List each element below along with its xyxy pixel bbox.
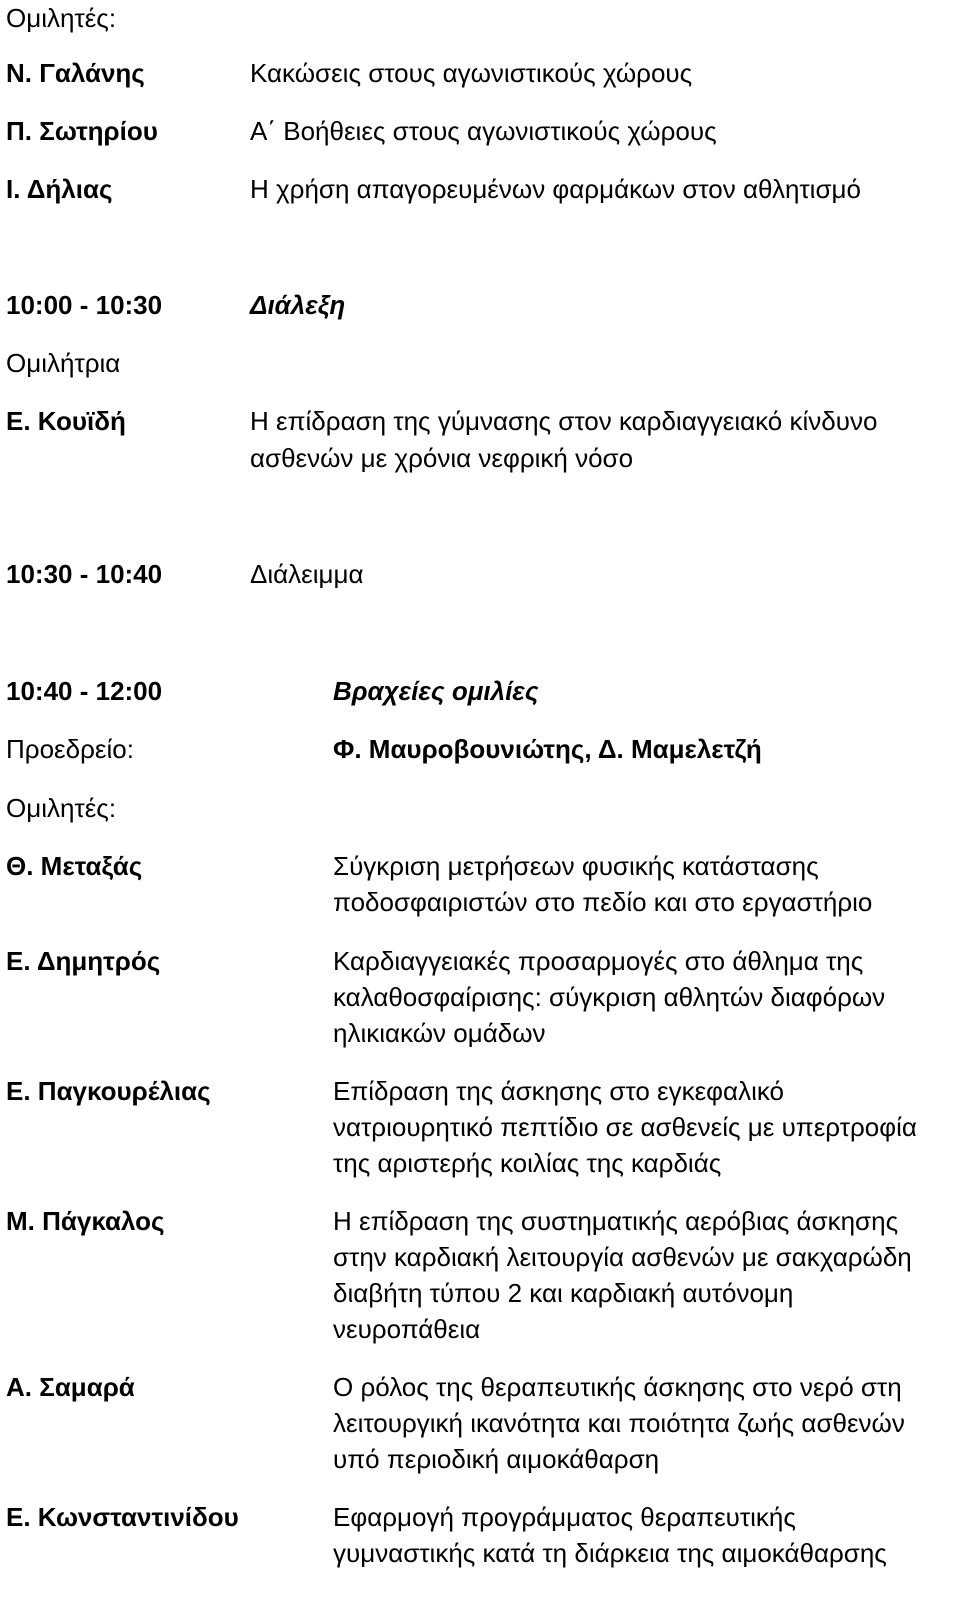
session-time: 10:40 - 12:00 [6,676,163,706]
talk-topic [333,1369,905,1477]
session-time: 10:30 - 10:40 [6,559,163,589]
speaker-name: Ε. Κουϊδή [6,406,126,436]
talk-topic-line: Εφαρμογή προγράμματος θεραπευτικής [333,1502,796,1532]
talk-topic [333,1073,917,1181]
talk-topic: Η χρήση απαγορευμένων φαρμάκων στον αθλητισμό [250,174,861,204]
speakers-label: Ομιλητές: [6,793,117,823]
speaker-name: Π. Σωτηρίου [6,116,158,146]
talk-topic-line: νευροπάθεια [333,1314,481,1344]
talk-topic-line: ποδοσφαιριστών στο πεδίο και στο εργαστήριο [333,887,873,917]
talk-topic [333,1499,887,1571]
chairs: Φ. Μαυροβουνιώτης, Δ. Μαμελετζή [333,734,762,764]
talk-topic-line: στην καρδιακή λειτουργία ασθενών με σακχαρώδη [333,1242,912,1272]
speaker-name: Θ. Μεταξάς [6,851,143,881]
talk-topic-line: Η επίδραση της συστηματικής αερόβιας άσκησης [333,1206,899,1236]
talk-topic: Κακώσεις στους αγωνιστικούς χώρους [250,58,693,88]
talk-topic-line: διαβήτη τύπου 2 και καρδιακή αυτόνομη [333,1278,794,1308]
chair-label: Προεδρείο: [6,734,134,764]
talk-topic-line: της αριστερής κοιλίας της καρδιάς [333,1148,722,1178]
session-time: 10:00 - 10:30 [6,290,163,320]
talk-topic [333,848,872,920]
speaker-label: Ομιλήτρια [6,348,121,378]
speaker-name: Ε. Δημητρός [6,946,161,976]
talk-topic-line: Σύγκριση μετρήσεων φυσικής κατάστασης [333,851,819,881]
speaker-name: Ε. Κωνσταντινίδου [6,1502,239,1532]
talk-topic-line: Ο ρόλος της θεραπευτικής άσκησης στο νερό στη [333,1372,902,1402]
talk-topic-line: λειτουργική ικανότητα και ποιότητα ζωής ασθενών [333,1408,905,1438]
speaker-name: Μ. Πάγκαλος [6,1206,165,1236]
speaker-name: Α. Σαμαρά [6,1372,135,1402]
talk-topic-line: υπό περιοδική αιμοκάθαρση [333,1444,660,1474]
talk-topic-line: Η επίδραση της γύμνασης στον καρδιαγγειακό κίνδυνο [250,406,878,436]
session-title: Βραχείες ομιλίες [333,676,539,706]
talk-topic-line: Επίδραση της άσκησης στο εγκεφαλικό [333,1076,784,1106]
talk-topic-line: νατριουρητικό πεπτίδιο σε ασθενείς με υπερτροφία [333,1112,917,1142]
speaker-name: Ν. Γαλάνης [6,58,145,88]
session-title: Διάλειμμα [250,559,364,589]
talk-topic-line: Καρδιαγγειακές προσαρμογές στο άθλημα της [333,946,864,976]
session-title: Διάλεξη [250,290,346,320]
talk-topic-line: καλαθοσφαίρισης: σύγκριση αθλητών διαφόρων [333,982,886,1012]
talk-topic-line: γυμναστικής κατά τη διάρκεια της αιμοκάθαρσης [333,1538,887,1568]
talk-topic: Α΄ Βοήθειες στους αγωνιστικούς χώρους [250,116,717,146]
talk-topic [333,943,885,1051]
talk-topic-line: ηλικιακών ομάδων [333,1018,546,1048]
speaker-name: Ε. Παγκουρέλιας [6,1076,211,1106]
talk-topic-line: ασθενών με χρόνια νεφρική νόσο [250,443,634,473]
speaker-name: Ι. Δήλιας [6,174,113,204]
talk-topic [333,1203,912,1347]
speakers-label-top: Ομιλητές: [6,3,117,33]
